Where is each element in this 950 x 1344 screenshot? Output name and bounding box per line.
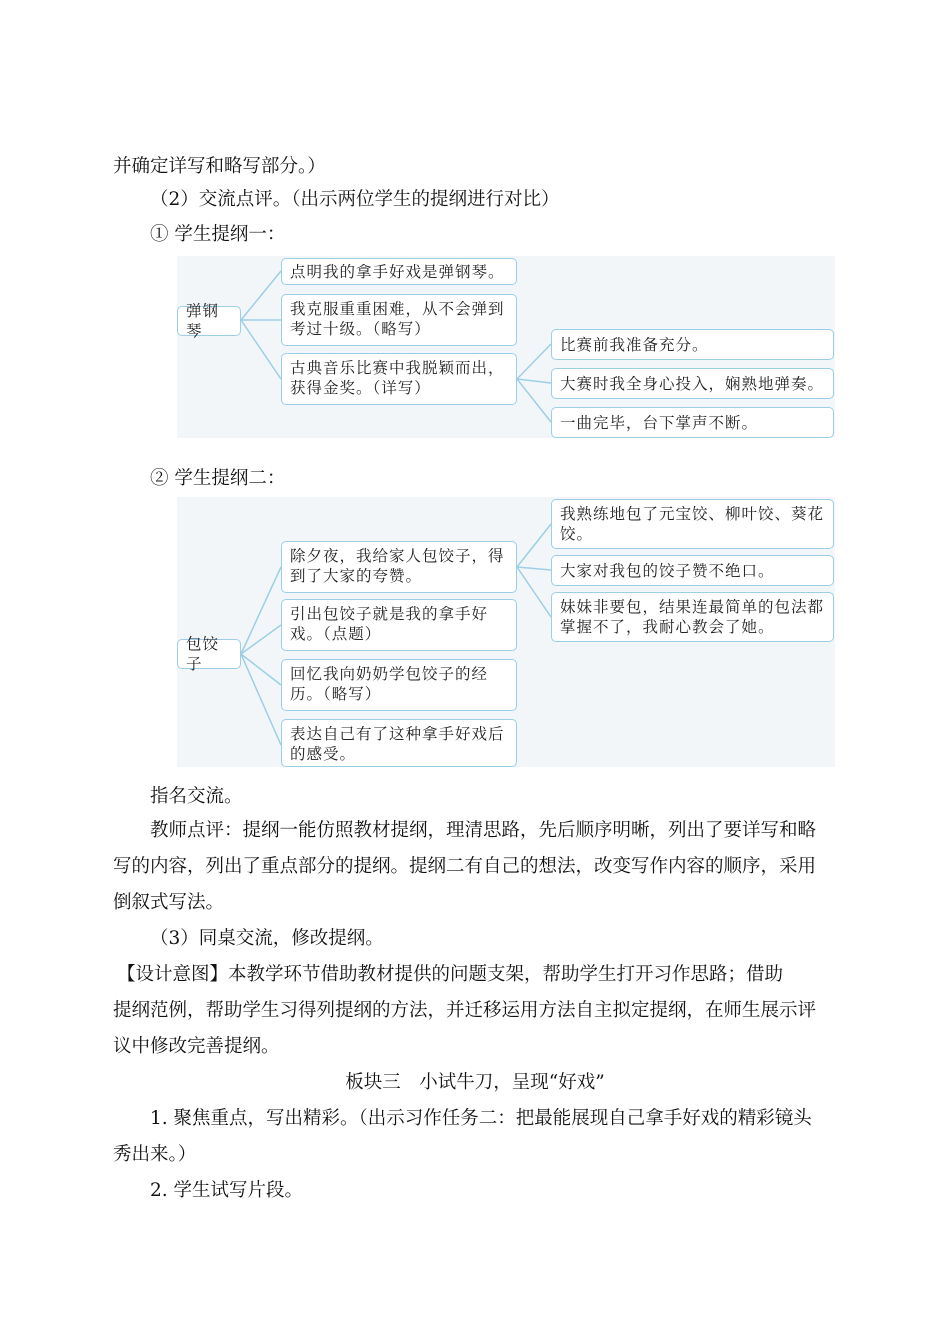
teacher-comment-line-3: 倒叙式写法。 bbox=[113, 892, 225, 913]
outline-2-subitem: 我熟练地包了元宝饺、柳叶饺、葵花饺。 bbox=[551, 499, 834, 549]
outline-1-subitem: 一曲完毕，台下掌声不断。 bbox=[551, 407, 834, 438]
outline-1-subitem: 大赛时我全身心投入，娴熟地弹奏。 bbox=[551, 368, 834, 399]
design-intent-line-2: 提纲范例，帮助学生习得列提纲的方法，并迁移运用方法自主拟定提纲，在师生展示评 bbox=[113, 1000, 817, 1021]
paragraph-continuation: 并确定详写和略写部分。） bbox=[113, 156, 326, 177]
teacher-comment-line-1: 教师点评：提纲一能仿照教材提纲，理清思路，先后顺序明晰，列出了要详写和略 bbox=[150, 820, 817, 841]
outline-2-subitem: 妹妹非要包，结果连最简单的包法都掌握不了，我耐心教会了她。 bbox=[551, 592, 834, 642]
task-line-2: 秀出来。） bbox=[113, 1144, 197, 1165]
named-exchange: 指名交流。 bbox=[150, 786, 243, 807]
outline-1-label: ① 学生提纲一： bbox=[150, 224, 286, 245]
outline-2-label: ② 学生提纲二： bbox=[150, 468, 286, 489]
outline-1-subitem: 比赛前我准备充分。 bbox=[551, 329, 834, 360]
outline-1-item: 古典音乐比赛中我脱颖而出，获得金奖。（详写） bbox=[281, 353, 517, 405]
outline-2-item: 表达自己有了这种拿手好戏后的感受。 bbox=[281, 719, 517, 767]
step-2-exchange: （2）交流点评。（出示两位学生的提纲进行对比） bbox=[150, 189, 560, 210]
section-heading: 板块三 小试牛刀，呈现“好戏” bbox=[345, 1072, 605, 1093]
design-intent-line-3: 议中修改完善提纲。 bbox=[113, 1036, 280, 1057]
task-2-trial-writing: 2. 学生试写片段。 bbox=[150, 1180, 304, 1201]
outline-1-item: 点明我的拿手好戏是弹钢琴。 bbox=[281, 258, 517, 285]
task-line-1: 1. 聚焦重点，写出精彩。（出示习作任务二：把最能展现自己拿手好戏的精彩镜头 bbox=[150, 1108, 812, 1129]
design-intent-line-1: 【设计意图】本教学环节借助教材提供的问题支架，帮助学生打开习作思路；借助 bbox=[117, 964, 784, 985]
outline-1-item: 我克服重重困难，从不会弹到考过十级。（略写） bbox=[281, 294, 517, 346]
outline-diagram-1 bbox=[177, 256, 835, 438]
outline-2-item: 除夕夜，我给家人包饺子，得到了大家的夸赞。 bbox=[281, 541, 517, 593]
outline-2-subitem: 大家对我包的饺子赞不绝口。 bbox=[551, 555, 834, 586]
outline-2-root: 包饺子 bbox=[177, 639, 241, 669]
step-3-desk-exchange: （3）同桌交流，修改提纲。 bbox=[150, 928, 384, 949]
outline-diagram-2 bbox=[177, 497, 835, 767]
outline-1-root: 弹钢琴 bbox=[177, 306, 241, 336]
outline-2-item: 回忆我向奶奶学包饺子的经历。（略写） bbox=[281, 659, 517, 711]
teacher-comment-line-2: 写的内容，列出了重点部分的提纲。提纲二有自己的想法，改变写作内容的顺序，采用 bbox=[113, 856, 817, 877]
outline-2-item: 引出包饺子就是我的拿手好戏。（点题） bbox=[281, 599, 517, 651]
